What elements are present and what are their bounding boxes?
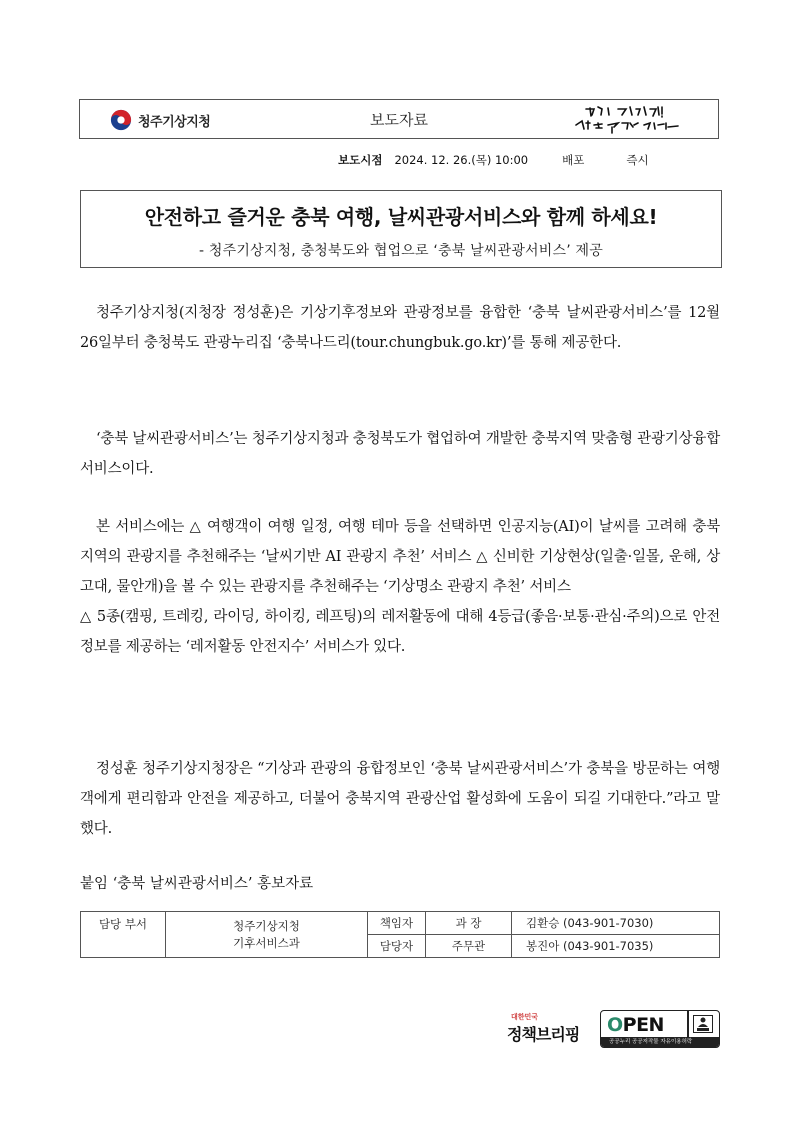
- person-cell: 김환승 (043-901-7030): [512, 912, 720, 935]
- paragraph-text: 정성훈 청주기상지청장은 “기상과 관광의 융합정보인 ‘충북 날씨관광서비스’가 충북을 방문하는 여행객에게 편리함과 안전을 제공하고, 더불어 충북지역 관광산업 활성화에 도움이 되길 기대한다.”라고 말했다.: [80, 761, 720, 837]
- main-title: 안전하고 즐거운 충북 여행, 날씨관광서비스와 함께 하세요!: [144, 205, 658, 229]
- distribution-value: 즉시: [626, 153, 649, 167]
- paragraph-text: ‘충북 날씨관광서비스’는 청주기상지청과 충청북도가 협업하여 개발한 충북지역 맞춤형 관광기상융합서비스이다.: [80, 431, 720, 477]
- open-wordmark: OPEN: [607, 1014, 664, 1036]
- attachment-note: 붙임 ‘충북 날씨관광서비스’ 홍보자료: [80, 876, 314, 892]
- table-row: [81, 912, 720, 935]
- slogan-calligraphy: [568, 103, 698, 137]
- kogl-open-logo: [600, 1010, 720, 1048]
- contact-table: [80, 911, 720, 958]
- policy-briefing-logo: [505, 1010, 590, 1048]
- dept-line-1: 청주기상지청: [233, 918, 300, 933]
- title-box: [80, 190, 722, 268]
- role-cell: 담당자: [368, 935, 426, 958]
- policy-logo-small-text: 대한민국: [511, 1013, 539, 1021]
- open-divider: [687, 1011, 689, 1037]
- paragraph-3: [80, 512, 720, 662]
- person-cell: 봉진아 (043-901-7035): [512, 935, 720, 958]
- policy-logo-text: 정책브리핑: [507, 1025, 580, 1044]
- open-license-bar: 공공누리 공공저작물 자유이용허락: [601, 1037, 719, 1047]
- paragraph-text: 청주기상지청(지청장 정성훈)은 기상기후정보와 관광정보를 융합한 ‘충북 날씨관광서비스’를 12월 26일부터 충청북도 관광누리집 ‘충북나드리(tour.chungbuk.go.kr)’를 통해 제공한다.: [80, 305, 720, 351]
- dept-line-2: 기후서비스과: [233, 935, 300, 950]
- doc-type-label: 보도자료: [370, 111, 428, 129]
- position-cell: 과 장: [426, 912, 512, 935]
- paragraph-2: [80, 424, 720, 484]
- paragraph-text: 본 서비스에는 △ 여행객이 여행 일정, 여행 테마 등을 선택하면 인공지능(AI)이 날씨를 고려해 충북지역의 관광지를 추천해주는 ‘날씨기반 AI 관광지 추천’ 서비스 △ 신비한 기상현상(일출·일몰, 운해, 상고대, 물안개)을 볼 수 있는 관광지를 추천해주는 ‘기상명소 관광지 추천’ 서비스: [80, 519, 720, 595]
- dept-value: [166, 912, 368, 958]
- header-box: [79, 99, 719, 139]
- footer-logos: [505, 1010, 720, 1050]
- paragraph-4: [80, 754, 720, 844]
- role-cell: 책임자: [368, 912, 426, 935]
- distribution-label: 배포: [562, 153, 585, 167]
- position-cell: 주무관: [426, 935, 512, 958]
- release-time-label: 보도시점: [338, 153, 383, 167]
- attribution-icon: [693, 1015, 713, 1033]
- release-info: [338, 152, 649, 168]
- agency-name: 청주기상지청: [138, 114, 211, 130]
- release-time-value: 2024. 12. 26.(목) 10:00: [394, 153, 529, 167]
- dept-label: 담당 부서: [81, 912, 166, 958]
- paragraph-1: [80, 298, 720, 358]
- sub-title: - 청주기상지청, 충청북도와 협업으로 ‘충북 날씨관광서비스’ 제공: [199, 243, 603, 259]
- paragraph-text-continued: △ 5종(캠핑, 트레킹, 라이딩, 하이킹, 레프팅)의 레저활동에 대해 4등급(좋음·보통·관심·주의)으로 안전정보를 제공하는 ‘레저활동 안전지수’ 서비스가 있다.: [80, 609, 720, 655]
